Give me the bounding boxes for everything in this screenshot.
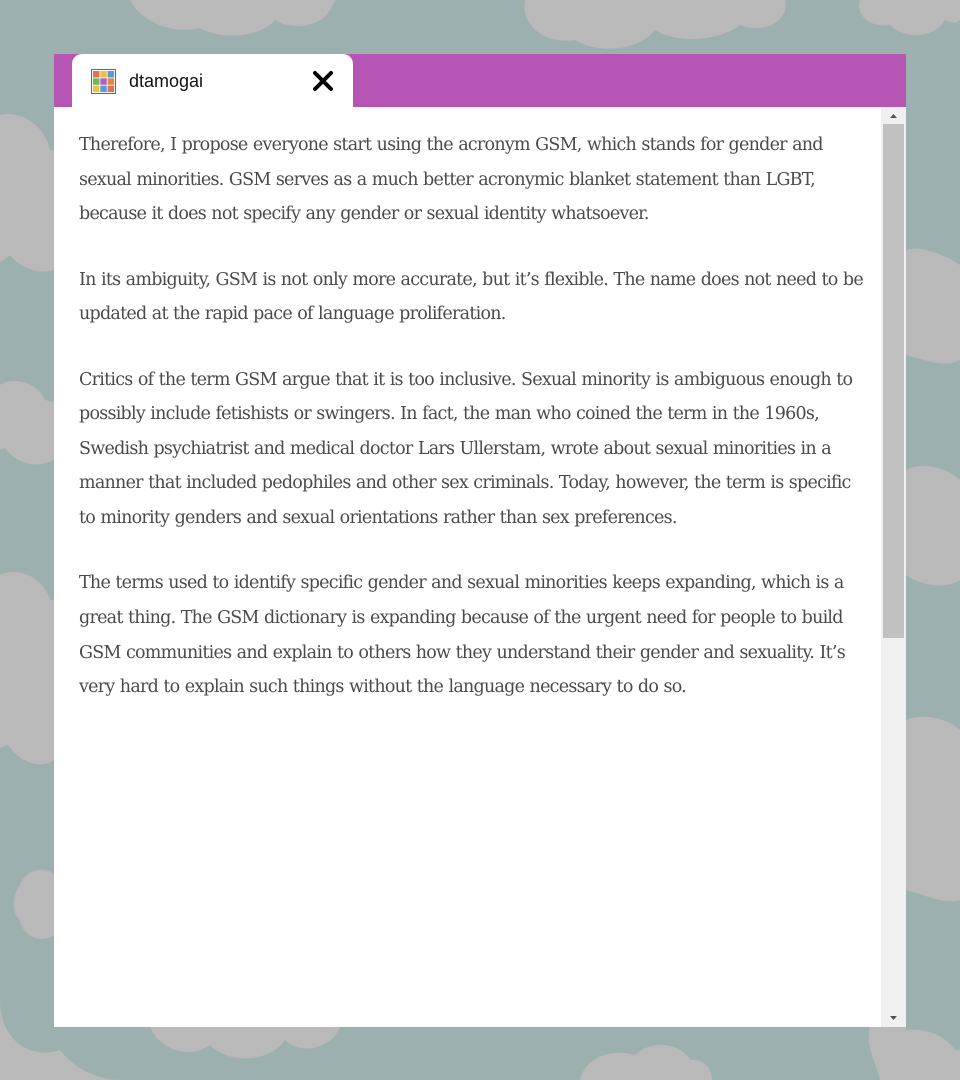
colorful-blocks-icon [91,69,116,94]
browser-window [54,54,906,1027]
vertical-scrollbar[interactable] [881,107,906,1027]
close-x-icon[interactable] [312,70,334,92]
window-titlebar [54,54,906,107]
scroll-thumb[interactable] [883,124,904,638]
paragraph: Critics of the term GSM argue that it is too inclusive. Sexual minority is ambiguous enough to possibly include fetishists or swingers. In fact, the man who coined the term in the 1960s, Swedish psychiatrist and medical doctor Lars Ullerstam, wrote about sexual minorities in a manner that included pedophiles and other sex criminals. Today, however, the term is specific to minority genders and sexual orientations rather than sex preferences. [79,369,853,528]
tab-title: dtamogai [129,71,204,91]
tab-dtamogai[interactable] [72,54,353,107]
paragraph: In its ambiguity, GSM is not only more accurate, but it’s flexible. The name does not need to be updated at the rapid pace of language proliferation. [79,269,863,325]
paragraph: The terms used to identify specific gender and sexual minorities keeps expanding, which is a great thing. The GSM dictionary is expanding because of the urgent need for people to build GSM communities and explain to others how they understand their gender and sexuality. It’s very hard to explain such things without the language necessary to do so. [79,573,845,698]
page-content [54,107,881,1027]
scroll-up-arrow-icon[interactable] [881,107,906,124]
scroll-down-arrow-icon[interactable] [881,1010,906,1027]
article-body [79,128,869,736]
paragraph: Therefore, I propose everyone start using the acronym GSM, which stands for gender and sexual minorities. GSM serves as a much better acronymic blanket statement than LGBT, because it does not specify any gender or sexual identity whatsoever. [79,135,823,225]
